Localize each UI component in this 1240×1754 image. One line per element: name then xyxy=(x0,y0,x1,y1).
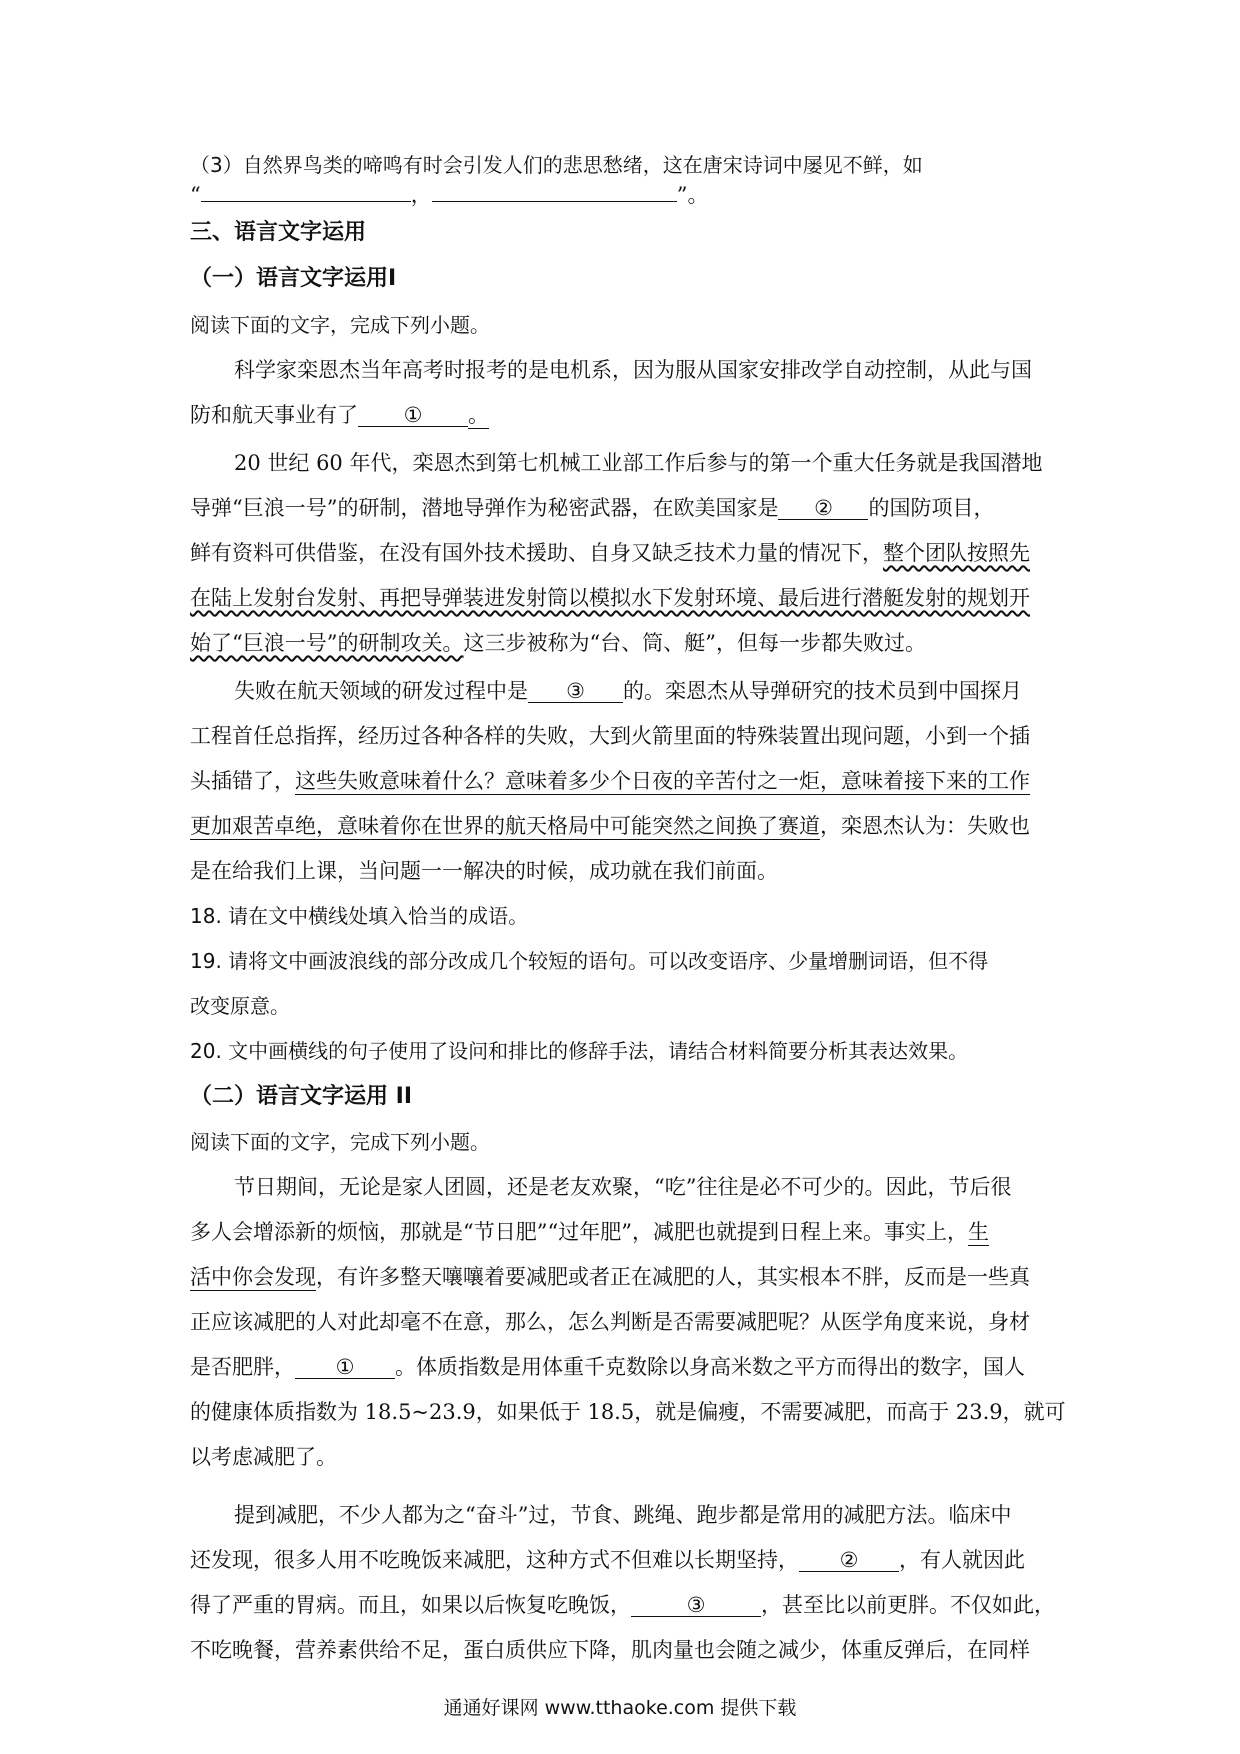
p2-line xyxy=(190,583,1030,613)
part2-title: （二）语言文字运用 II xyxy=(190,1084,413,1109)
part1-intro: 阅读下面的文字，完成下列小题。 xyxy=(190,313,490,337)
section-title: 三、语言文字运用 xyxy=(190,220,367,245)
p2-line xyxy=(190,628,926,658)
p2-line: 不吃晚餐，营养素供给不足，蛋白质供应下降，肌肉量也会随之减少，体重反弹后，在同样 xyxy=(190,1638,1030,1662)
text: 。体质指数是用体重千克数除以身高米数之平方而得出的数字，国人 xyxy=(395,1355,1025,1379)
p3-line xyxy=(234,676,1022,706)
text: ，栾恩杰认为：失败也 xyxy=(820,814,1030,838)
p1-line: 科学家栾恩杰当年高考时报考的是电机系，因为服从国家安排改学自动控制，从此与国 xyxy=(234,358,1032,382)
part1-title: （一）语言文字运用Ⅰ xyxy=(190,266,397,291)
p1-line xyxy=(190,1217,989,1247)
p1-line: 正应该减肥的人对此却毫不在意，那么，怎么判断是否需要减肥呢？从医学角度来说，身材 xyxy=(190,1310,1030,1334)
p1-line xyxy=(190,1262,1030,1292)
text: 得了严重的胃病。而且，如果以后恢复吃晚饭， xyxy=(190,1593,631,1617)
p1-line xyxy=(190,400,489,430)
blank-3: ③ xyxy=(528,676,623,703)
p1-line xyxy=(190,1352,1025,1382)
text: 这三步被称为“台、筒、艇”，但每一步都失败过。 xyxy=(463,631,926,655)
text: 多人会增添新的烦恼，那就是“节日肥”“过年肥”，减肥也就提到日程上来。事实上， xyxy=(190,1220,968,1244)
text: 鲜有资料可供借鉴，在没有国外技术援助、自身又缺乏技术力量的情况下， xyxy=(190,541,883,565)
p2-line xyxy=(190,493,994,523)
question-20: 20. 文中画横线的句子使用了设问和排比的修辞手法，请结合材料简要分析其表达效果。 xyxy=(190,1039,969,1063)
text: ，甚至比以前更胖。不仅如此， xyxy=(761,1593,1055,1617)
p3-line xyxy=(190,811,1030,841)
wavy-text: 在陆上发射台发射、再把导弹装进发射筒以模拟水下发射环境、最后进行潜艇发射的规划开 xyxy=(190,586,1030,610)
text: ，有人就因此 xyxy=(899,1548,1025,1572)
text: 是否肥胖， xyxy=(190,1355,295,1379)
blank-1: ① xyxy=(295,1352,395,1379)
p3-line: 工程首任总指挥，经历过各种各样的失败，大到火箭里面的特殊装置出现问题，小到一个插 xyxy=(190,724,1030,748)
close-quote: ”。 xyxy=(676,183,709,207)
question-18: 18. 请在文中横线处填入恰当的成语。 xyxy=(190,904,529,928)
open-quote: “ xyxy=(190,183,201,207)
text: 。 xyxy=(468,403,489,427)
text: 的国防项目， xyxy=(868,496,995,520)
p3-line: 是在给我们上课，当问题一一解决的时候，成功就在我们前面。 xyxy=(190,859,778,883)
comma: ， xyxy=(410,183,432,207)
p1-line: 的健康体质指数为 18.5~23.9，如果低于 18.5，就是偏瘦，不需要减肥，而高于 23.9，就可 xyxy=(190,1400,1066,1424)
blank-2: ② xyxy=(799,1545,899,1572)
text: 防和航天事业有了 xyxy=(190,403,358,427)
underlined-text: 生 xyxy=(967,1220,989,1244)
text: 的。栾恩杰从导弹研究的技术员到中国探月 xyxy=(623,679,1022,703)
p3-line xyxy=(190,766,1030,796)
text: 导弹“巨浪一号”的研制，潜地导弹作为秘密武器，在欧美国家是 xyxy=(190,496,779,520)
answer-blank-2 xyxy=(432,175,677,202)
p2-line xyxy=(190,1545,1025,1575)
part2-intro: 阅读下面的文字，完成下列小题。 xyxy=(190,1130,490,1154)
q3-prompt: （3）自然界鸟类的啼鸣有时会引发人们的悲思愁绪，这在唐宋诗词中屡见不鲜，如 xyxy=(190,153,923,177)
p1-line: 节日期间，无论是家人团圆，还是老友欢聚，“吃”往往是必不可少的。因此，节后很 xyxy=(234,1175,1012,1199)
p2-line xyxy=(190,538,1030,568)
wavy-text: 整个团队按照先 xyxy=(883,541,1030,565)
blank-3: ③ xyxy=(631,1590,761,1617)
underlined-text: 更加艰苦卓绝，意味着你在世界的航天格局中可能突然之间换了赛道 xyxy=(190,814,820,838)
footer-credit: 通通好课网 www.tthaoke.com 提供下载 xyxy=(443,1697,797,1719)
text: 还发现，很多人用不吃晚饭来减肥，这种方式不但难以长期坚持， xyxy=(190,1548,799,1572)
p2-line xyxy=(190,1590,1055,1620)
p1-line: 以考虑减肥了。 xyxy=(190,1445,337,1469)
question-19: 19. 请将文中画波浪线的部分改成几个较短的语句。可以改变语序、少量增删词语，但不得 xyxy=(190,949,989,973)
question-19-cont: 改变原意。 xyxy=(190,994,290,1018)
text: 失败在航天领域的研发过程中是 xyxy=(234,679,528,703)
underlined-text: 这些失败意味着什么？意味着多少个日夜的辛苦付之一炬，意味着接下来的工作 xyxy=(295,769,1030,793)
blank-2: ② xyxy=(778,493,868,520)
wavy-text: 始了“巨浪一号”的研制攻关。 xyxy=(190,631,464,655)
underlined-text: 活中你会发现 xyxy=(190,1265,316,1289)
blank-1: ① xyxy=(358,400,468,427)
text: ，有许多整天嚷嚷着要减肥或者正在减肥的人，其实根本不胖，反而是一些真 xyxy=(316,1265,1030,1289)
p2-line: 提到减肥，不少人都为之“奋斗”过，节食、跳绳、跑步都是常用的减肥方法。临床中 xyxy=(234,1503,1012,1527)
answer-blank-1 xyxy=(201,175,411,202)
q3-fill-line xyxy=(190,175,709,210)
text: 头插错了， xyxy=(190,769,295,793)
p2-line: 20 世纪 60 年代，栾恩杰到第七机械工业部工作后参与的第一个重大任务就是我国潜地 xyxy=(234,451,1043,475)
